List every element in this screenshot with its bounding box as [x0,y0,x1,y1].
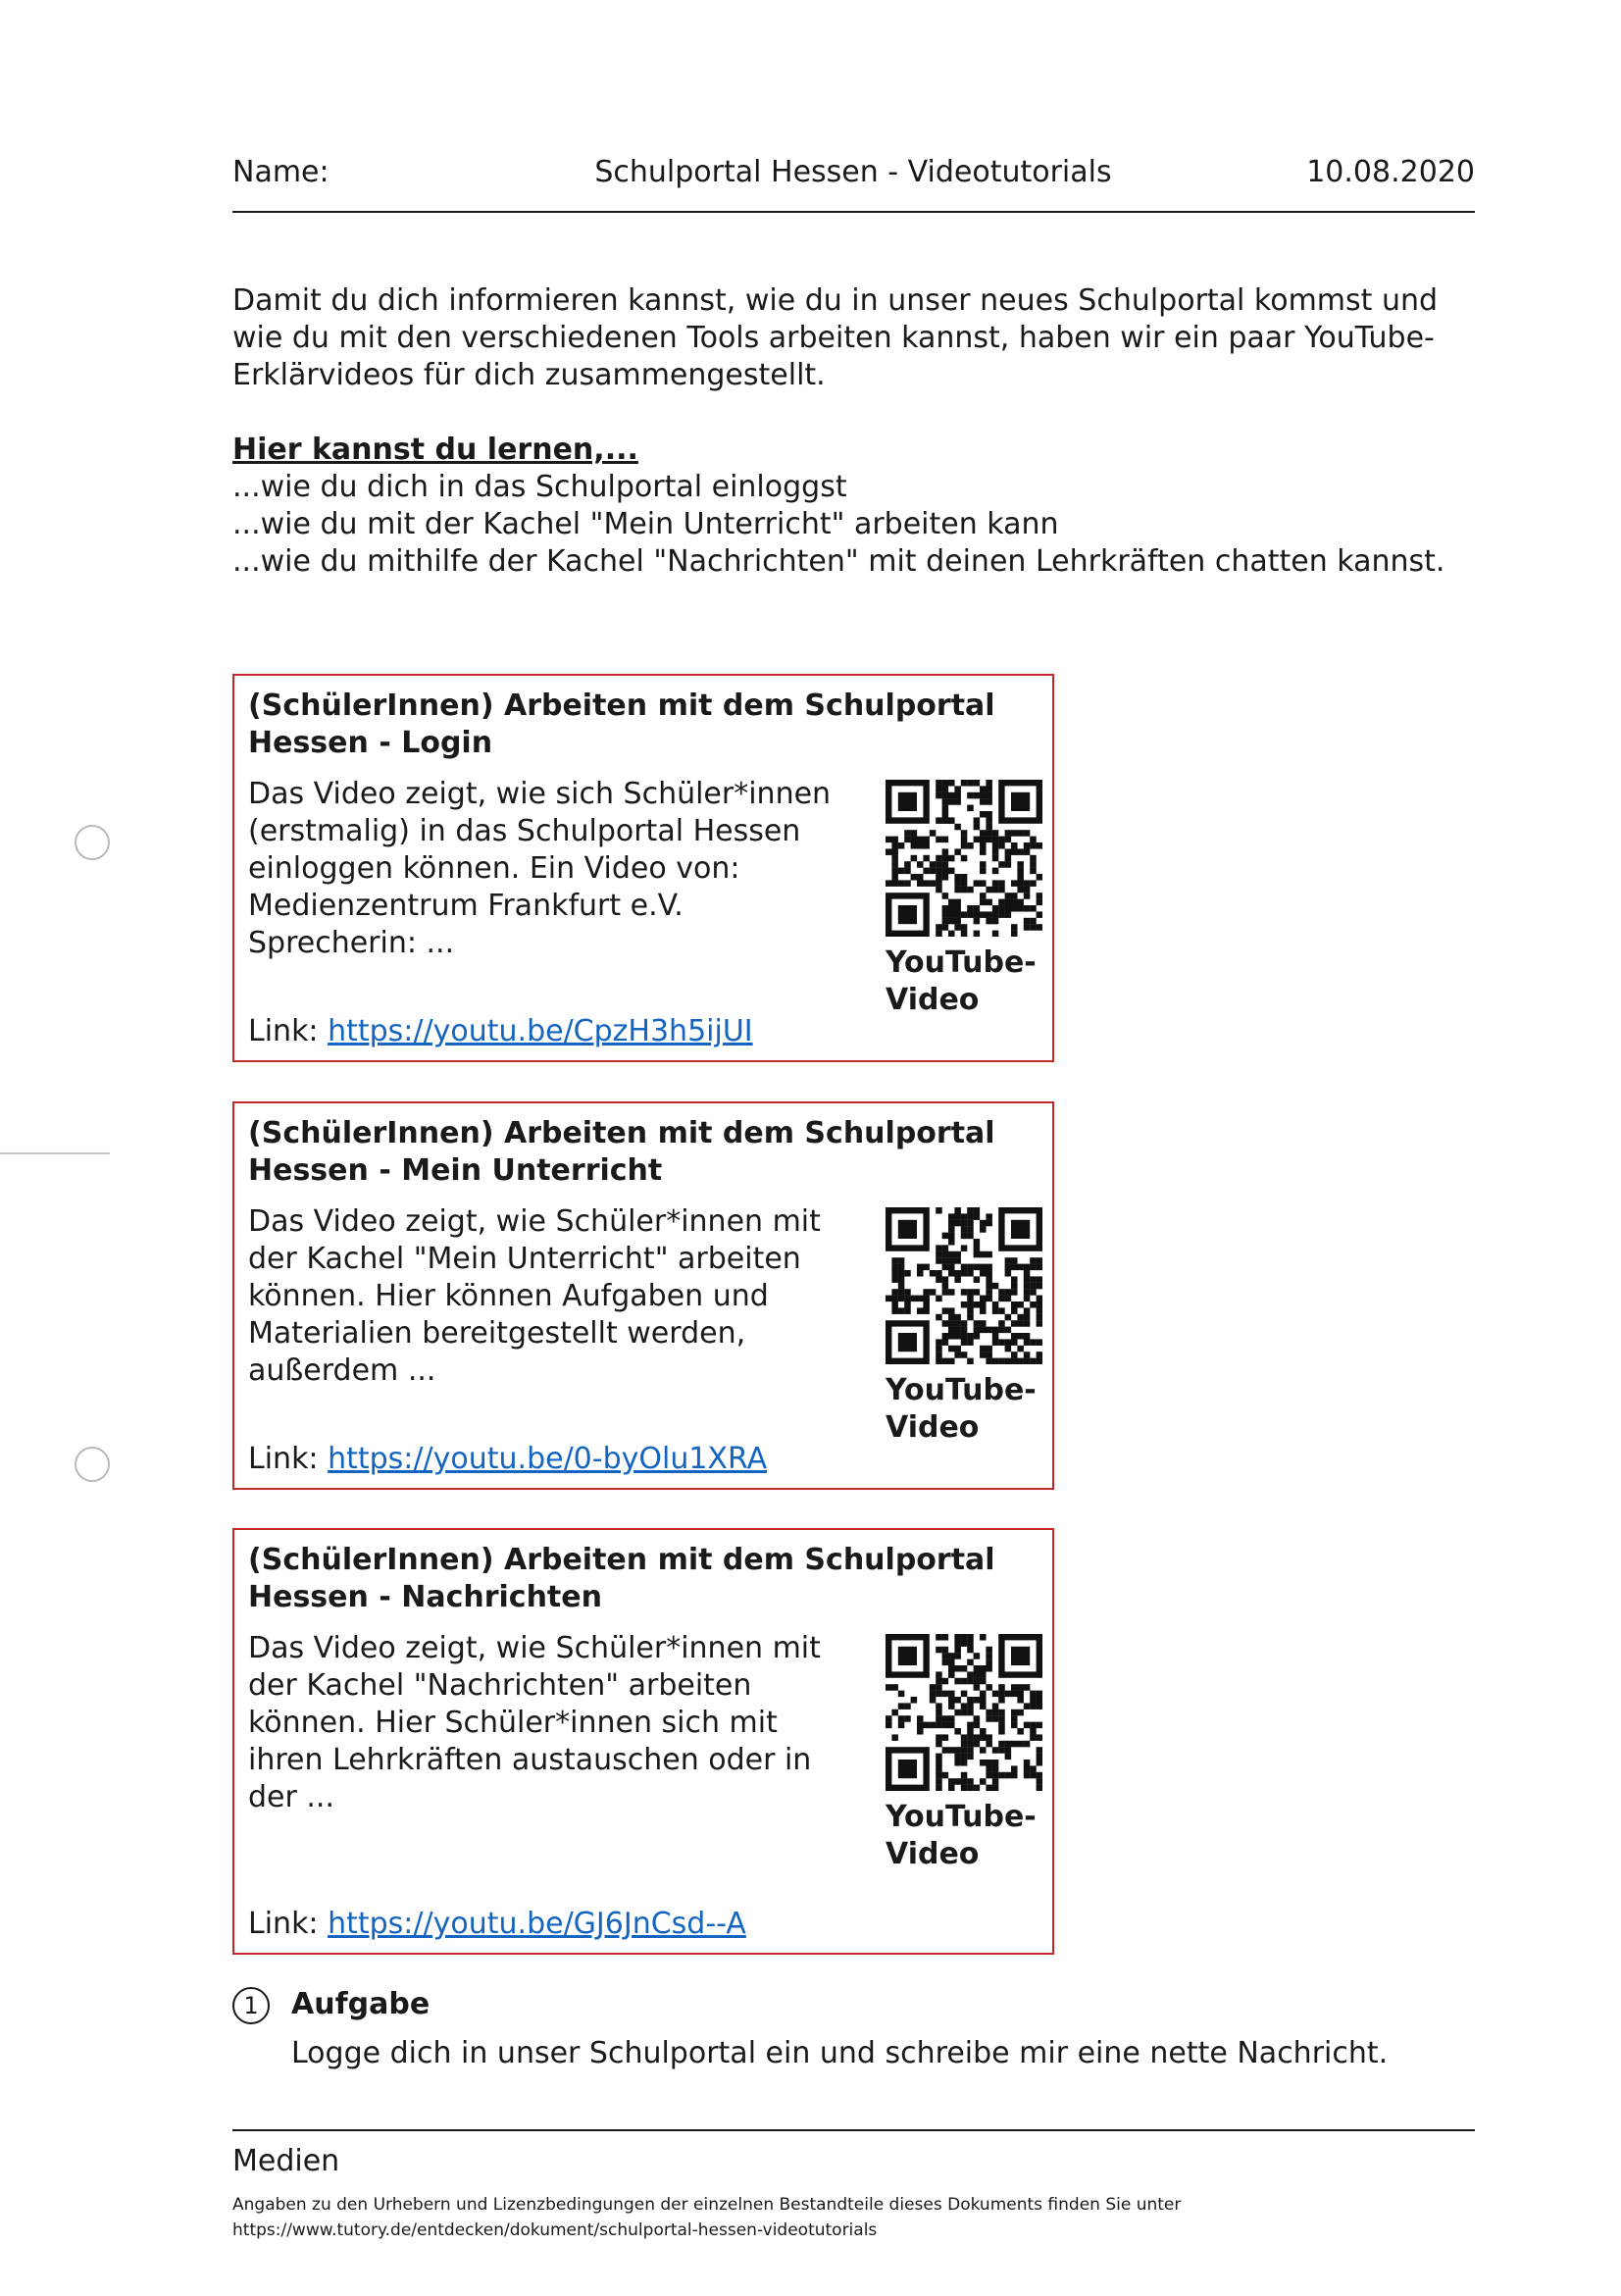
video-link-row [248,1013,753,1050]
qr-code-icon[interactable] [886,780,1042,937]
video-card-nachrichten [232,1528,1054,1955]
video-title: (SchülerInnen) Arbeiten mit dem Schulportal Hessen - Mein Unterricht [248,1116,995,1188]
video-description: Das Video zeigt, wie sich Schüler*innen (erstmalig) in das Schulportal Hessen einloggen können. Ein Video von: Medienzentrum Frankfurt e.V. Sprecherin: ... [248,777,832,960]
footer-url: https://www.tutory.de/entdecken/dokument/schulportal-hessen-videotutorials [232,2220,878,2240]
intro-section [232,282,1475,581]
video-link[interactable]: https://youtu.be/GJ6JnCsd--A [328,1907,746,1941]
punch-hole-mark [75,825,110,860]
footer-note: Angaben zu den Urhebern und Lizenzbedingungen der einzelnen Bestandteile dieses Dokuments finden Sie unter [232,2195,1182,2215]
intro-paragraph: Damit du dich informieren kannst, wie du in unser neues Schulportal kommst und wie du mit den verschiedenen Tools arbeiten kannst, haben wir ein paar YouTube-Erklärvideos für dich zusammengestellt. [232,283,1439,392]
punch-hole-mark [75,1447,110,1482]
video-title: (SchülerInnen) Arbeiten mit dem Schulportal Hessen - Login [248,689,995,760]
document-date: 10.08.2020 [1306,155,1475,189]
fold-mark [0,1152,110,1154]
link-label: Link: [248,1014,319,1048]
header-divider [232,211,1475,213]
video-card-login [232,674,1054,1062]
task-number-badge: 1 [232,1987,270,2024]
qr-label: YouTube-Video [886,945,1037,1017]
task-title: Aufgabe [291,1987,431,2021]
qr-label: YouTube-Video [886,1373,1037,1445]
video-link[interactable]: https://youtu.be/0-byOlu1XRA [328,1442,768,1476]
link-label: Link: [248,1907,319,1941]
learn-heading: Hier kannst du lernen,... [232,433,638,467]
footer-attribution [232,2192,1475,2243]
video-title: (SchülerInnen) Arbeiten mit dem Schulportal Hessen - Nachrichten [248,1543,995,1614]
task-text: Logge dich in unser Schulportal ein und schreibe mir eine nette Nachricht. [291,2036,1389,2070]
qr-label: YouTube-Video [886,1800,1037,1871]
footer-divider [232,2129,1475,2131]
learn-item: ...wie du mithilfe der Kachel "Nachrichten" mit deinen Lehrkräften chatten kannst. [232,544,1445,579]
link-label: Link: [248,1442,319,1476]
name-label: Name: [232,155,329,189]
learn-item: ...wie du mit der Kachel "Mein Unterricht" arbeiten kann [232,507,1059,541]
video-link-row [248,1441,767,1478]
video-description: Das Video zeigt, wie Schüler*innen mit der Kachel "Mein Unterricht" arbeiten können. Hier können Aufgaben und Materialien bereitgestellt werden, außerdem ... [248,1204,821,1388]
page-title: Schulportal Hessen - Videotutorials [594,155,1112,189]
video-link-row [248,1906,746,1943]
qr-code-icon[interactable] [886,1634,1042,1791]
qr-code-icon[interactable] [886,1207,1042,1364]
video-link[interactable]: https://youtu.be/CpzH3h5ijUI [328,1014,753,1048]
video-description: Das Video zeigt, wie Schüler*innen mit der Kachel "Nachrichten" arbeiten können. Hier Schüler*innen sich mit ihren Lehrkräften austauschen oder in der ... [248,1631,821,1814]
learn-item: ...wie du dich in das Schulportal einloggst [232,470,847,504]
footer-title: Medien [232,2144,340,2178]
video-card-mein-unterricht [232,1101,1054,1490]
learn-list [232,469,1475,581]
